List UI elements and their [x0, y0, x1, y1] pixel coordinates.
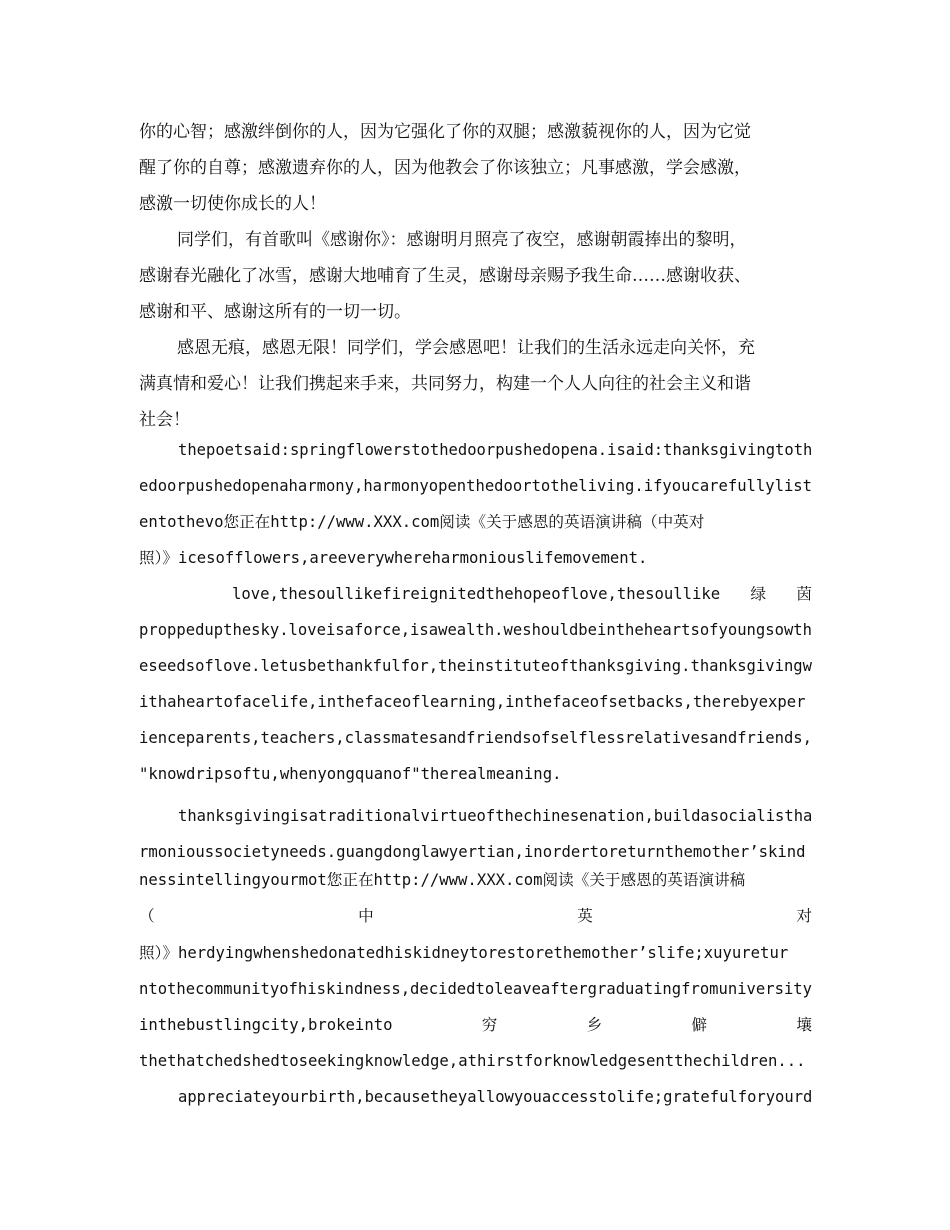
text-line: 醒了你的自尊；感激遗弃你的人，因为他教会了你该独立；凡事感激，学会感激，	[139, 158, 751, 178]
text-segment: 中	[358, 907, 374, 925]
text-segment: love,thesoullikefireignitedthehopeoflove,thesoullike	[232, 585, 721, 603]
justified-line	[232, 576, 812, 612]
text-line: entothevo您正在http://www.XXX.com阅读《关于感恩的英语演讲稿（中英对	[139, 513, 705, 531]
text-line: ienceparents,teachers,classmatesandfriendsofselflessrelativesandfriends,	[139, 729, 812, 747]
text-segment: inthebustlingcity,brokeinto	[139, 1016, 393, 1034]
text-line: 满真情和爱心！让我们携起来手来，共同努力，构建一个人人向往的社会主义和谐	[139, 374, 751, 394]
text-line: 感谢春光融化了冰雪，感谢大地哺育了生灵，感谢母亲赐予我生命……感谢收获、	[139, 266, 751, 286]
text-line: 感谢和平、感谢这所有的一切一切。	[139, 302, 411, 322]
text-segment: 茵	[796, 585, 812, 603]
text-segment: 绿	[750, 585, 767, 603]
text-line: 照）》icesofflowers,areeverywhereharmoniouslifemovement.	[139, 549, 648, 567]
text-line: eseedsoflove.letusbethankfulfor,theinstituteofthanksgiving.thanksgivingw	[139, 657, 812, 675]
text-line: rmonioussocietyneeds.guangdonglawyertian,inordertoreturnthemother’skind	[139, 843, 806, 861]
text-line: 照）》herdyingwhenshedonatedhiskidneytorestorethemother’slife;xuyuretur	[139, 944, 789, 962]
paragraph-first-line: thanksgivingisatraditionalvirtueofthechinesenation,buildasocialistha	[178, 807, 813, 825]
text-line: 你的心智；感激绊倒你的人，因为它强化了你的双腿；感激藐视你的人，因为它觉	[139, 122, 751, 142]
paragraph-first-line: 同学们，有首歌叫《感谢你》：感谢明月照亮了夜空，感谢朝霞捧出的黎明，	[177, 230, 747, 250]
paragraph-first-line: appreciateyourbirth,becausetheyallowyouaccesstolife;gratefulforyourd	[178, 1088, 813, 1106]
text-line: proppedupthesky.loveisaforce,isawealth.weshouldbeintheheartsofyoungsowth	[139, 621, 812, 639]
text-segment: 僻	[691, 1016, 708, 1034]
text-line: ntothecommunityofhiskindness,decidedtoleaveaftergraduatingfromuniversity	[139, 980, 812, 998]
text-segment: 对	[796, 907, 812, 925]
text-segment: （	[139, 907, 155, 925]
justified-line	[139, 898, 812, 934]
text-line: 感激一切使你成长的人！	[139, 194, 326, 214]
text-segment: 乡	[586, 1016, 603, 1034]
justified-line	[139, 1007, 812, 1043]
text-segment: 穷	[481, 1016, 498, 1034]
text-segment: 壤	[796, 1016, 812, 1034]
paragraph-first-line: 感恩无痕，感恩无限！同学们，学会感恩吧！让我们的生活永远走向关怀，充	[177, 338, 755, 358]
text-line: "knowdripsoftu,whenyongquanof"therealmeaning.	[139, 765, 562, 783]
text-segment: 英	[577, 907, 593, 925]
text-line: nessintellingyourmot您正在http://www.XXX.com阅读《关于感恩的英语演讲稿	[139, 871, 746, 889]
paragraph-first-line: thepoetsaid:springflowerstothedoorpushedopena.isaid:thanksgivingtoth	[178, 441, 813, 459]
text-line: edoorpushedopenaharmony,harmonyopenthedoortotheliving.ifyoucarefullylist	[139, 477, 812, 495]
text-line: 社会！	[139, 410, 190, 430]
text-line: thethatchedshedtoseekingknowledge,athirstforknowledgesentthechildren...	[139, 1052, 806, 1070]
text-line: ithaheartofacelife,inthefaceoflearning,inthefaceofsetbacks,therebyexper	[139, 693, 806, 711]
